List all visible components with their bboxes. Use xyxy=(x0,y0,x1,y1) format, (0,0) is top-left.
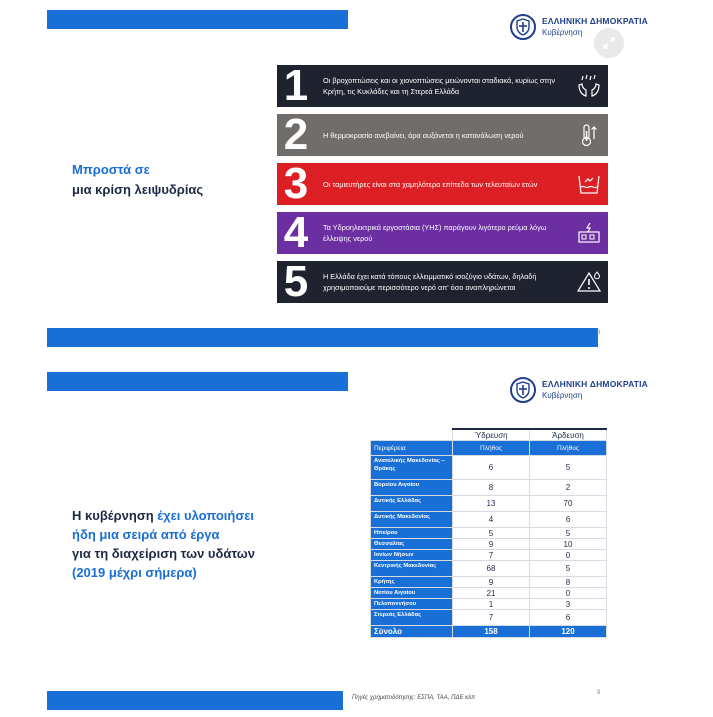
table-row xyxy=(371,512,607,528)
water-supply-cell: 1 xyxy=(453,599,530,610)
projects-table xyxy=(370,428,607,638)
irrigation-cell: 6 xyxy=(530,512,607,528)
irrigation-cell: 5 xyxy=(530,456,607,480)
water-supply-cell: 21 xyxy=(453,588,530,599)
slide-8 xyxy=(0,0,713,355)
bottom-accent-bar xyxy=(47,691,343,710)
table-row xyxy=(371,456,607,480)
column-count: Πλήθος xyxy=(453,441,530,456)
irrigation-cell: 0 xyxy=(530,550,607,561)
item-number: 2 xyxy=(283,114,309,156)
water-supply-cell: 5 xyxy=(453,528,530,539)
greek-emblem-icon xyxy=(510,377,536,403)
heading-line-1 xyxy=(72,506,255,525)
expand-button[interactable] xyxy=(594,28,624,58)
item-number: 4 xyxy=(283,212,309,254)
irrigation-cell: 5 xyxy=(530,528,607,539)
table-row xyxy=(371,561,607,577)
heading-part-b: έχει υλοποιήσει xyxy=(157,508,255,523)
region-cell: Νοτίου Αιγαίου xyxy=(371,588,453,599)
crisis-item-3 xyxy=(277,163,608,205)
heading-line-4: (2019 μέχρι σήμερα) xyxy=(72,565,197,580)
table-row xyxy=(371,496,607,512)
irrigation-cell: 5 xyxy=(530,561,607,577)
rain-hands-icon xyxy=(570,65,608,107)
item-text: Η Ελλάδα έχει κατά τόπους ελλειμματικό ισοζύγιο υδάτων, δηλαδή χρησιμοποιούμε περισσότερο νερό απ' όσο αναπληρώνεται xyxy=(323,272,537,292)
page-number: 8 xyxy=(597,330,601,336)
total-water-supply: 158 xyxy=(453,626,530,638)
government-logo xyxy=(510,377,648,403)
column-irrigation: Άρδευση xyxy=(530,429,607,441)
region-cell: Ηπείρου xyxy=(371,528,453,539)
water-supply-cell: 7 xyxy=(453,610,530,626)
item-number: 3 xyxy=(283,163,309,205)
region-cell: Ιονίων Νήσων xyxy=(371,550,453,561)
irrigation-cell: 6 xyxy=(530,610,607,626)
total-label: Σύνολο xyxy=(371,626,453,638)
column-count: Πλήθος xyxy=(530,441,607,456)
total-irrigation: 120 xyxy=(530,626,607,638)
government-title: ΕΛΛΗΝΙΚΗ ΔΗΜΟΚΡΑΤΙΑ xyxy=(542,379,649,389)
thermometer-icon xyxy=(570,114,608,156)
region-cell: Πελοποννήσου xyxy=(371,599,453,610)
region-cell: Ανατολικής Μακεδονίας – Θράκης xyxy=(371,456,453,480)
item-number: 5 xyxy=(283,261,309,303)
region-cell: Δυτικής Μακεδονίας xyxy=(371,512,453,528)
table-row xyxy=(371,610,607,626)
water-supply-cell: 9 xyxy=(453,577,530,588)
crisis-item-4 xyxy=(277,212,608,254)
table-row xyxy=(371,577,607,588)
table-total-row xyxy=(371,626,607,638)
column-region: Περιφέρεια xyxy=(371,441,453,456)
item-text: Τα Υδροηλεκτρικά εργοστάσια (ΥΗΣ) παράγουν λιγότερο ρεύμα λόγω έλλειψης νερού xyxy=(323,223,547,243)
table-header xyxy=(371,441,607,456)
heading-line-1: Μπροστά σε xyxy=(72,162,150,177)
funding-source-note: Πηγές χρηματοδότησης: ΕΣΠΑ, ΤΑΑ, ΠΔΕ κλπ xyxy=(352,695,476,701)
column-water-supply: Ύδρευση xyxy=(453,429,530,441)
expand-icon xyxy=(601,35,617,51)
table-body xyxy=(371,456,607,626)
irrigation-cell: 70 xyxy=(530,496,607,512)
table-row xyxy=(371,539,607,550)
water-supply-cell: 13 xyxy=(453,496,530,512)
region-cell: Βορείου Αιγαίου xyxy=(371,480,453,496)
heading-line-2: μια κρίση λειψυδρίας xyxy=(72,182,204,197)
government-subtitle: Κυβέρνηση xyxy=(542,391,583,400)
government-title: ΕΛΛΗΝΙΚΗ ΔΗΜΟΚΡΑΤΙΑ xyxy=(542,16,649,26)
item-number: 1 xyxy=(283,65,309,107)
water-supply-cell: 9 xyxy=(453,539,530,550)
water-supply-cell: 8 xyxy=(453,480,530,496)
reservoir-icon xyxy=(570,163,608,205)
crisis-item-2 xyxy=(277,114,608,156)
table-row xyxy=(371,588,607,599)
slide-heading xyxy=(72,160,203,200)
table-row xyxy=(371,480,607,496)
table-row xyxy=(371,550,607,561)
region-cell: Δυτικής Ελλάδας xyxy=(371,496,453,512)
heading-line-2: ήδη μια σειρά από έργα xyxy=(72,527,220,542)
water-supply-cell: 7 xyxy=(453,550,530,561)
region-cell: Θεσσαλίας xyxy=(371,539,453,550)
region-cell: Κεντρικής Μακεδονίας xyxy=(371,561,453,577)
item-text: Οι βροχοπτώσεις και οι χιονοπτώσεις μειώνονται σταδιακά, κυρίως στην Κρήτη, τις Κυκλάδες και τη Στερεά Ελλάδα xyxy=(323,76,555,96)
irrigation-cell: 8 xyxy=(530,577,607,588)
slide-heading xyxy=(72,506,255,582)
top-accent-bar xyxy=(47,372,348,391)
water-supply-cell: 68 xyxy=(453,561,530,577)
page-number: 9 xyxy=(597,690,601,696)
region-cell: Κρήτης xyxy=(371,577,453,588)
item-text: Οι ταμιευτήρες είναι στα χαμηλότερα επίπεδα των τελευταίων ετών xyxy=(323,179,538,189)
crisis-item-5 xyxy=(277,261,608,303)
table-row xyxy=(371,528,607,539)
warning-drop-icon xyxy=(570,261,608,303)
irrigation-cell: 0 xyxy=(530,588,607,599)
bottom-accent-bar xyxy=(47,328,601,347)
greek-emblem-icon xyxy=(510,14,536,40)
hydro-plant-icon xyxy=(570,212,608,254)
water-supply-cell: 4 xyxy=(453,512,530,528)
region-cell: Στερεάς Ελλάδας xyxy=(371,610,453,626)
water-supply-cell: 6 xyxy=(453,456,530,480)
item-text: Η θερμοκρασία ανεβαίνει, άρα αυξάνεται η κατανάλωση νερού xyxy=(323,130,524,140)
government-logo xyxy=(510,14,648,40)
top-accent-bar xyxy=(47,10,348,29)
irrigation-cell: 3 xyxy=(530,599,607,610)
slide-9 xyxy=(0,360,713,717)
irrigation-cell: 10 xyxy=(530,539,607,550)
irrigation-cell: 2 xyxy=(530,480,607,496)
heading-part-a: Η κυβέρνηση xyxy=(72,508,158,523)
table-group-header xyxy=(371,429,607,441)
heading-line-3: για τη διαχείριση των υδάτων xyxy=(72,546,256,561)
government-subtitle: Κυβέρνηση xyxy=(542,28,583,37)
crisis-item-1 xyxy=(277,65,608,107)
table-row xyxy=(371,599,607,610)
